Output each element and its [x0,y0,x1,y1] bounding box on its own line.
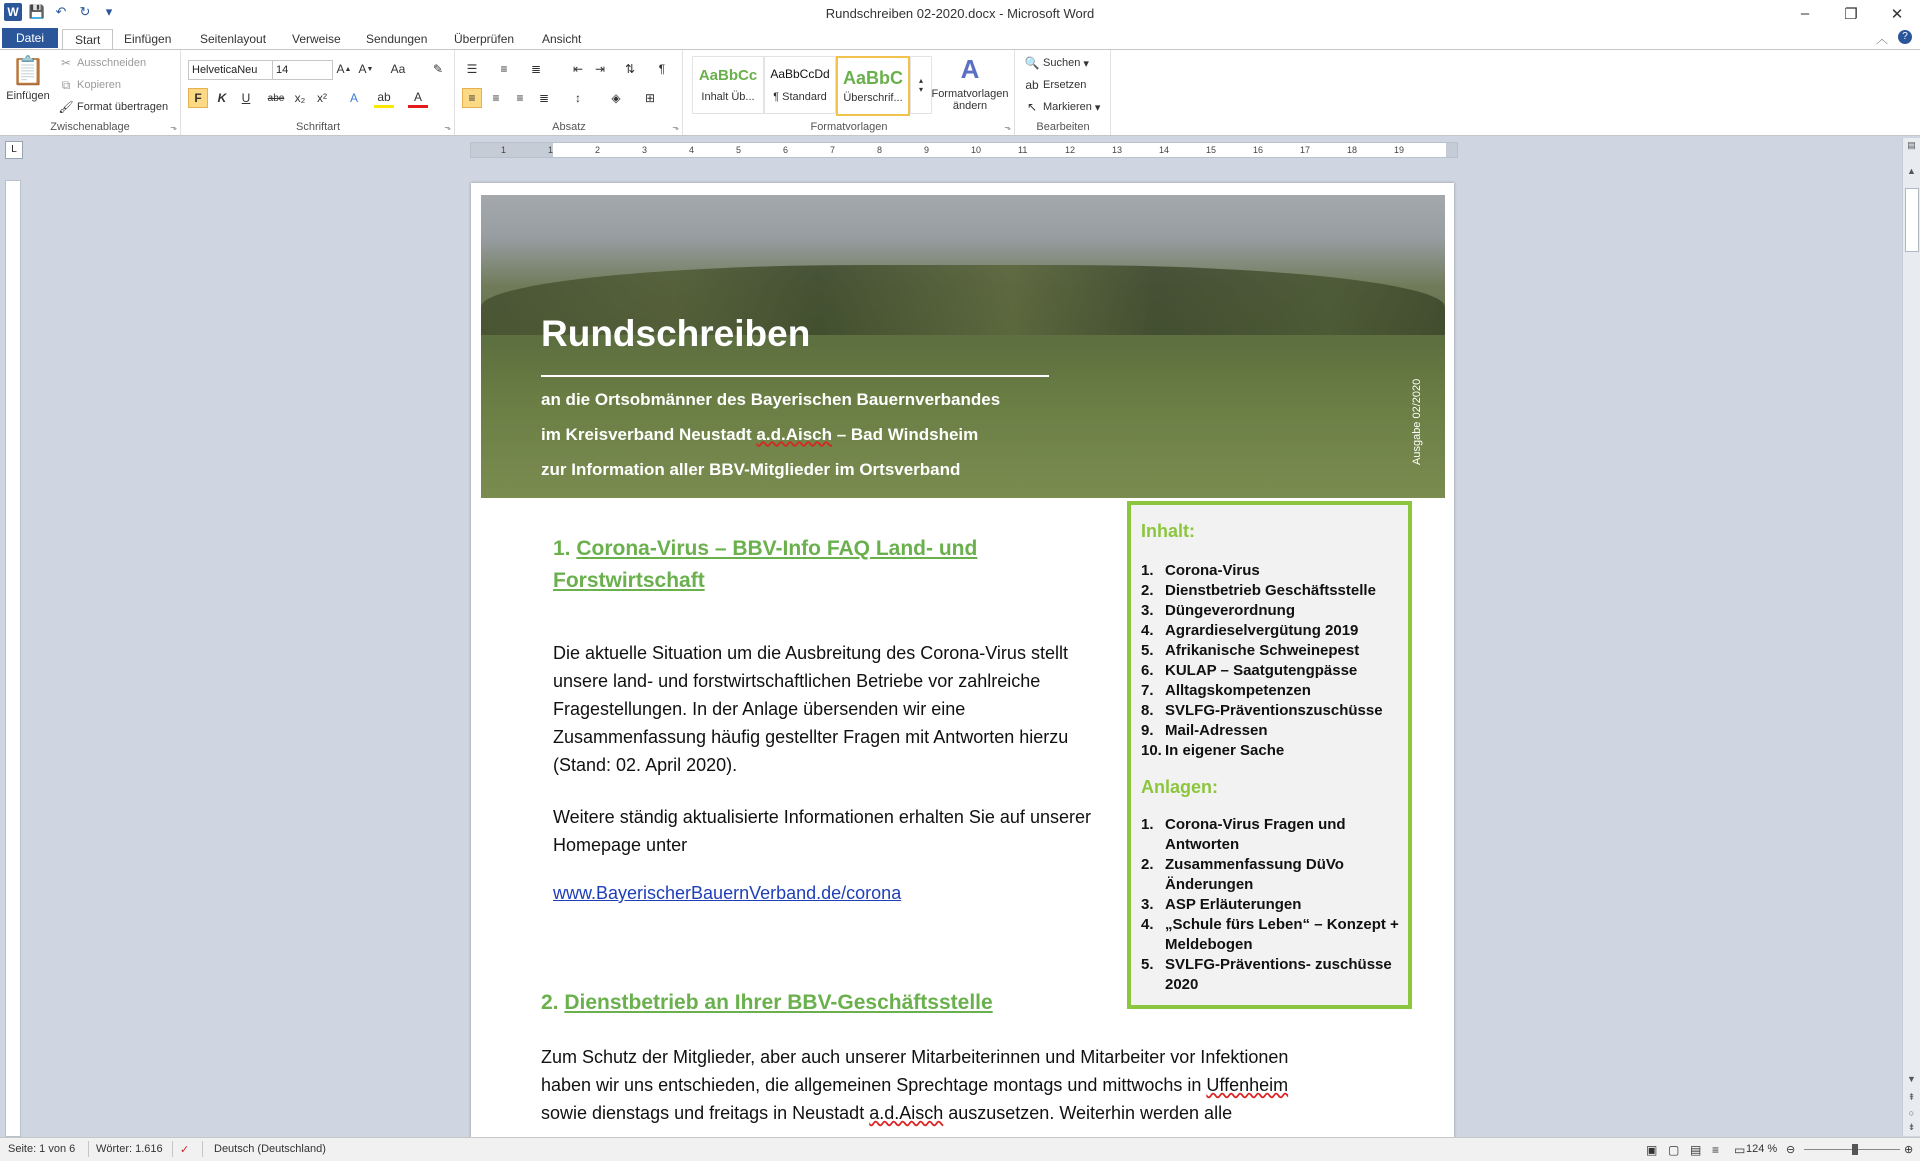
brush-icon: 🖌 [58,100,74,114]
align-right-icon[interactable]: ≡ [516,91,524,105]
change-styles-icon: A [960,54,980,84]
ruler-number: 13 [1112,145,1123,155]
list-item: 2. Zusammenfassung DüVo Änderungen [1141,856,1344,893]
italic-button[interactable]: K [217,91,227,105]
status-bar [0,1137,1920,1161]
subtitle-line-1: an die Ortsobmänner des Bayerischen Bauernverbandes [541,390,1001,409]
tab-view[interactable]: Ansicht [542,32,582,46]
section-1-heading[interactable]: 1. Corona-Virus – BBV-Info FAQ Land- und Forstwirtschaft [553,537,978,592]
borders-icon[interactable]: ⊞ [644,91,656,105]
tab-start[interactable]: Start [62,29,113,50]
ruler-number: 19 [1394,145,1405,155]
paste-icon: 📋 [10,55,46,86]
proofing-icon[interactable]: ✓ [180,1144,190,1156]
corona-link[interactable]: www.BayerischerBauernVerband.de/corona [553,883,902,903]
maximize-button[interactable]: ❐ [1844,5,1858,23]
horizontal-ruler[interactable] [470,142,1458,158]
ruler-number: 16 [1253,145,1264,155]
subtitle-line-3: zur Information aller BBV-Mitglieder im Ortsverband [541,460,961,479]
window-title: Rundschreiben 02-2020.docx - Microsoft Word [825,6,1095,21]
list-item: 10. In eigener Sache [1141,742,1285,759]
list-item: 8. SVLFG-Präventionszuschüsse [1141,702,1383,719]
ribbon [0,49,1920,136]
prev-page-icon[interactable]: ⇞ [1907,1092,1916,1102]
paragraph-group [456,50,683,135]
ruler-number: 14 [1159,145,1170,155]
change-styles-button[interactable]: A Formatvorlagen ändern [931,54,1009,112]
ruler-number: 1 [548,145,554,155]
section-1-paragraph-2[interactable]: Weitere ständig aktualisierte Informationen erhalten Sie auf unserer Homepage unter [553,807,1091,855]
text-effects-icon[interactable]: A [349,91,358,105]
zoom-in-icon[interactable]: ⊕ [1904,1144,1914,1156]
browse-object-icon[interactable]: ○ [1908,1108,1915,1118]
tab-page-layout[interactable]: Seitenlayout [200,32,267,46]
shrink-font-icon[interactable]: A ▼ [358,62,374,76]
ruler-number: 2 [595,145,601,155]
ruler-number: 12 [1065,145,1076,155]
copy-button[interactable]: ⧉ Kopieren [58,77,121,93]
grow-font-icon[interactable]: A ▲ [336,62,352,76]
align-left-icon[interactable]: ≡ [462,88,482,108]
paste-button[interactable]: 📋 Einfügen [6,55,50,102]
list-item: 7. Alltagskompetenzen [1141,682,1311,699]
superscript-button[interactable]: x² [317,91,327,105]
multilevel-list-icon[interactable]: ≣ [530,62,542,76]
ruler-number: 9 [924,145,930,155]
list-item: 1. Corona-Virus Fragen und Antworten [1141,816,1346,853]
close-button[interactable]: ✕ [1890,5,1904,23]
ruler-number: 3 [642,145,648,155]
ruler-number: 8 [877,145,883,155]
scroll-up-icon[interactable]: ▲ [1907,166,1916,176]
list-item: 5. Afrikanische Schweinepest [1141,642,1360,659]
tab-review[interactable]: Überprüfen [454,32,515,46]
select-button[interactable]: ↖ Markieren ▾ [1024,99,1100,115]
tab-insert[interactable]: Einfügen [124,32,172,46]
save-icon[interactable]: 💾 [28,4,46,19]
dialog-launcher-icon[interactable]: ⬎ [170,123,177,132]
shading-icon[interactable]: ◈ [611,91,621,105]
zoom-out-icon[interactable]: ⊖ [1786,1144,1796,1156]
style-toc-heading[interactable]: AaBbCc Inhalt Üb... [692,56,764,114]
section-2-heading[interactable]: 2. Dienstbetrieb an Ihrer BBV-Geschäftsstelle [541,991,993,1014]
change-case-icon[interactable]: Aa [390,62,406,76]
contents-list [1141,561,1406,761]
scroll-ruler-icon[interactable]: ▤ [1907,140,1916,150]
word-count[interactable]: Wörter: 1.616 [96,1143,163,1155]
replace-button[interactable]: ab Ersetzen [1025,78,1087,92]
list-item: 3. Düngeverordnung [1141,602,1295,619]
ruler-number: 15 [1206,145,1217,155]
edition-label: Ausgabe 02/2020 [1411,378,1423,465]
ruler-number: 11 [1018,145,1028,155]
group-label-paragraph: Absatz [552,121,586,133]
zoom-level[interactable]: 124 % [1746,1143,1778,1155]
minimize-button[interactable]: – [1800,5,1810,22]
binoculars-icon: 🔍 [1024,56,1040,70]
bold-button[interactable]: F [188,88,208,108]
ruler-number: 17 [1300,145,1311,155]
styles-group [684,50,1015,135]
highlight-icon[interactable]: ab [374,88,394,108]
cut-button[interactable]: ✂ Ausschneiden [58,55,146,71]
subtitle-line-2: im Kreisverband Neustadt a.d.Aisch – Bad Windsheim [541,425,979,444]
tab-file[interactable]: Datei [2,28,58,48]
group-label-styles: Formatvorlagen [810,121,888,133]
document-page[interactable] [471,183,1454,1143]
tab-selector[interactable]: L [5,141,23,159]
outline-icon[interactable]: ≡ [1712,1143,1720,1157]
ruler-number: 7 [830,145,836,155]
justify-icon[interactable]: ≣ [538,91,550,105]
group-label-clipboard: Zwischenablage [50,121,130,133]
dialog-launcher-icon[interactable]: ⬎ [672,123,679,132]
clipboard-group [0,50,181,135]
styles-scroll-icon[interactable]: ▴ ▾ [910,56,932,114]
style-standard[interactable]: AaBbCcDd ¶ Standard [764,56,836,114]
scroll-down-icon[interactable]: ▼ [1907,1074,1916,1084]
draft-icon[interactable]: ▭ [1734,1143,1746,1157]
font-color-icon[interactable]: A [408,88,428,108]
dialog-launcher-icon[interactable]: ⬎ [444,123,451,132]
title-bar [0,0,1920,28]
print-layout-icon[interactable]: ▣ [1646,1143,1658,1157]
web-layout-icon[interactable]: ▤ [1690,1143,1702,1157]
scissors-icon: ✂ [60,56,72,70]
sort-icon[interactable]: ⇅ [624,62,636,76]
list-item: 5. SVLFG-Präventions- zuschüsse 2020 [1141,956,1392,993]
list-item: 1. Corona-Virus [1141,562,1260,579]
contents-sidebar [1127,501,1412,1009]
subscript-button[interactable]: x₂ [294,91,306,105]
decrease-indent-icon[interactable]: ⇤ [572,62,584,76]
underline-button[interactable]: U [241,91,251,105]
redo-icon[interactable]: ↻ [79,4,91,19]
group-label-font: Schriftart [295,121,340,133]
list-item: 3. ASP Erläuterungen [1141,896,1302,913]
customize-qat-icon[interactable]: ▾ [105,4,113,19]
section-1-paragraph-1[interactable]: Die aktuelle Situation um die Ausbreitung des Corona-Virus stellt unsere land- und forstwirtschaftlichen Betriebe vor zahlreiche Fragestellungen. In der Anlage übersenden wir eine Zusammenfassung häufig gestellter Fragen mit Antworten hierzu (Stand: 02. April 2020). [553,643,1069,775]
list-item: 9. Mail-Adressen [1141,722,1268,739]
editing-group [1016,50,1111,135]
page-count[interactable]: Seite: 1 von 6 [8,1143,76,1155]
dialog-launcher-icon[interactable]: ⬎ [1004,123,1011,132]
line-spacing-icon[interactable]: ↕ [575,91,581,105]
ruler-number: 5 [736,145,742,155]
ruler-number: 4 [689,145,695,155]
tab-references[interactable]: Verweise [292,32,341,46]
bullets-icon[interactable]: ☰ [466,62,478,76]
font-group [182,50,455,135]
list-item: 6. KULAP – Saatgutengpässe [1141,662,1358,679]
format-painter-button[interactable]: 🖌 Format übertragen [58,100,169,114]
word-logo-icon[interactable]: W [4,3,22,21]
increase-indent-icon[interactable]: ⇥ [594,62,606,76]
title-divider [541,375,1049,377]
copy-icon: ⧉ [61,77,71,92]
next-page-icon[interactable]: ⇟ [1907,1122,1916,1132]
align-center-icon[interactable]: ≡ [492,91,500,105]
ruler-number: 1 [501,145,507,155]
show-formatting-icon[interactable]: ¶ [658,62,666,76]
vertical-ruler[interactable] [5,180,21,1137]
undo-icon[interactable]: ↶ [55,4,67,19]
newsletter-title: Rundschreiben [541,313,811,354]
help-icon[interactable]: ? [1898,30,1912,44]
strikethrough-button[interactable]: abe [267,92,285,104]
section-2-paragraph[interactable]: Zum Schutz der Mitglieder, aber auch unserer Mitarbeiterinnen und Mitarbeiter vor Infektionen haben wir uns entschieden, die allgemeinen Sprechtage montags und mittwochs in Uffenheim sowie dienstags und freitags in Neustadt a.d.Aisch auszusetzen. Weiterhin werden alle [541,1047,1289,1123]
vertical-scrollbar[interactable] [1902,138,1920,1136]
zoom-slider-thumb[interactable] [1852,1144,1858,1155]
tab-mailings[interactable]: Sendungen [366,32,428,46]
replace-icon: ab [1025,78,1039,92]
clear-formatting-icon[interactable]: ✎ [432,62,444,76]
full-screen-icon[interactable]: ▢ [1668,1143,1680,1157]
list-item: 4. Agrardieselvergütung 2019 [1141,622,1359,639]
find-button[interactable]: 🔍 Suchen ▾ [1024,56,1089,70]
cursor-icon: ↖ [1026,100,1038,114]
ruler-number: 18 [1347,145,1358,155]
ruler-number: 10 [971,145,982,155]
list-item: 4. „Schule fürs Leben“ – Konzept + Meldebogen [1141,916,1399,953]
font-name-combo[interactable]: HelveticaNeu [188,60,273,80]
contents-heading: Inhalt: [1141,521,1195,541]
ribbon-tabs [0,27,1920,49]
header-banner [481,195,1445,498]
ribbon-minimize-icon[interactable]: ︿ [1875,32,1888,46]
font-size-combo[interactable]: 14 [272,60,333,80]
attachments-list [1141,815,1406,995]
scroll-thumb[interactable] [1905,188,1919,252]
group-label-editing: Bearbeiten [1036,121,1090,133]
attachments-heading: Anlagen: [1141,777,1219,797]
list-item: 2. Dienstbetrieb Geschäftsstelle [1141,582,1376,599]
numbering-icon[interactable]: ≡ [500,62,508,76]
style-heading[interactable]: AaBbC Überschrif... [836,56,910,116]
language-indicator[interactable]: Deutsch (Deutschland) [214,1143,326,1155]
ruler-number: 6 [783,145,789,155]
